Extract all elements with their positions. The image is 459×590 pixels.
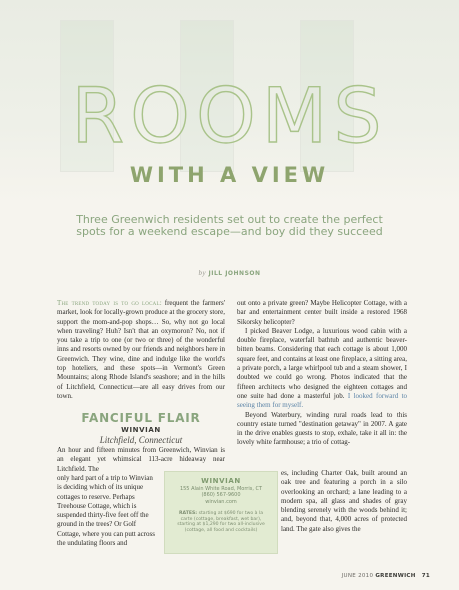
- right-column-cont: [281, 469, 407, 534]
- right-paragraph-2: [237, 327, 407, 411]
- right-column: [237, 299, 407, 448]
- byline-author: JILL JOHNSON: [208, 270, 261, 277]
- lead-in: The trend today is to go local:: [57, 299, 162, 307]
- page-footer: [330, 573, 430, 579]
- title-rooms: ROOMS: [71, 71, 388, 160]
- rates-label: RATES:: [178, 511, 198, 517]
- intro-paragraph: [57, 299, 225, 401]
- right-paragraph-3-cont: es, including Charter Oak, built around an oak tree and featuring a porch in a silo overlooking an orchard; a lane leading to a modern spa, all glass and shades of gray blending serenely with the woods behind it; and, beyond that, 4,000 acres of protected land. The gate also gives the: [281, 469, 407, 533]
- section-heading: FANCIFUL FLAIR: [81, 411, 201, 425]
- section-location: Litchfield, Connecticut: [99, 435, 183, 445]
- info-box-name: WINVIAN: [201, 477, 241, 485]
- byline: [0, 269, 459, 277]
- intro-text: frequent the farmers' market, look for locally-grown produce at the grocery store, support the mom-and-pop shops… So, why not go local when traveling? Huh? Isn't that an oxymoron? No, not if you take a trip to one (or two or three) of the wonderful inns and resorts owned by our friends and neighbors here in Greenwich. They wine, dine and indulge like the world's top hoteliers, and these spots—in Vermont's Green Mountains; along Rhode Island's seashore; and in the hills of Litchfield, Connecticut—are all easy drives from our town.: [57, 299, 225, 400]
- info-box: [164, 471, 278, 554]
- page-number: 71: [421, 573, 430, 579]
- section-property-name: WINVIAN: [121, 426, 161, 434]
- left-column-winvian-cont: [57, 474, 159, 548]
- left-column-intro: [57, 299, 225, 401]
- info-box-rates: [165, 511, 277, 533]
- info-box-phone: (860) 567-9600: [201, 492, 241, 499]
- winvian-paragraph: An hour and fifteen minutes from Greenwich, Winvian is an elegant yet whimsical 113-acre hideaway near Litchfield. The: [57, 446, 225, 473]
- right-paragraph-2-text: I picked Beaver Lodge, a luxurious wood cabin with a double fireplace, waterfall bathtub and authentic beaver-bitten beams. Considering that each cottage is about 1,000 square feet, and contains at least one fireplace, a sitting area, a private porch, a large whirlpool tub and a steam shower, I doubted we could go wrong. Photos indicated that the fifteen architects who designed the eighteen cottages and one suite had done a masterful job.: [237, 326, 407, 400]
- byline-by: by: [198, 269, 207, 277]
- right-paragraph-2-highlight: I looked forward to seeing them for myself.: [237, 391, 408, 410]
- info-box-website: winvian.com: [205, 498, 237, 505]
- info-box-contact: [165, 486, 277, 505]
- left-column-winvian: [57, 446, 225, 474]
- article-dek: Three Greenwich residents set out to create the perfect spots for a weekend escape—and boy did they succeed: [76, 213, 383, 238]
- right-paragraph-1: out onto a private green? Maybe Helicopter Cottage, with a bar and entertainment center built inside a restored 1968 Sikorsky helicopter?: [237, 299, 407, 326]
- footer-date: JUNE 2010: [341, 573, 374, 579]
- title-with-a-view: WITH A VIEW: [129, 163, 330, 187]
- info-box-address: 155 Alain White Road, Morris, CT: [179, 486, 263, 492]
- right-paragraph-3: Beyond Waterbury, winding rural roads lead to this country estate turned "destination getaway" in 2007. A gate in the drive enables guests to stop, exhale, take it all in: the lovely white farmhouse; a trio of cottag-: [237, 410, 407, 447]
- footer-magazine: GREENWICH: [375, 573, 416, 579]
- winvian-paragraph-cont: only hard part of a trip to Winvian is deciding which of its unique cottages to reserve. Perhaps Treehouse Cottage, which is suspended thirty-five feet off the ground in the trees? Or Golf Cottage, where you can putt across the undulating floors and: [57, 474, 155, 548]
- rates-text: starting at $690 for two à la carte (cottage, breakfast, wet bar), starting at $1,290 for two all-inclusive (cottage, all food and cocktails): [177, 511, 265, 533]
